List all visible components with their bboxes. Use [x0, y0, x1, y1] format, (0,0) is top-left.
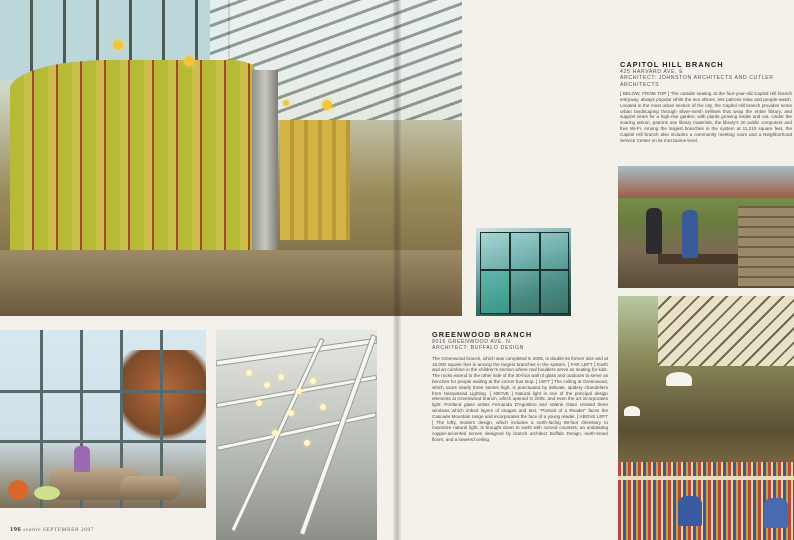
capitol-hill-patio-photo: [618, 166, 794, 288]
window-mullion: [40, 330, 43, 508]
pendant-lamp: [322, 100, 332, 110]
shelf-edge: [618, 476, 794, 480]
capitol-hill-architect: ARCHITECT: JOHNSTON ARCHITECTS AND CUTLER ARCHITECTS: [620, 75, 774, 88]
patron-at-computer: [764, 498, 788, 528]
chandelier-ceiling-photo: [216, 330, 377, 540]
magazine-name: seattle: [23, 527, 41, 533]
capitol-hill-address: 425 HARVARD AVE. E: [620, 69, 684, 75]
chandelier-bulb: [320, 404, 326, 410]
atrium-skylight: [658, 296, 794, 366]
brick-building: [618, 166, 794, 198]
pendant-lamp: [624, 406, 640, 416]
glass-pane: [480, 270, 510, 314]
window-mullion: [0, 390, 206, 393]
glass-pane: [510, 270, 540, 314]
green-stool: [34, 486, 60, 500]
ceiling-truss: [217, 339, 377, 365]
bench: [658, 254, 738, 264]
patron-at-computer: [678, 496, 702, 526]
stone-column: [252, 70, 278, 255]
issue-date: SEPTEMBER 2007: [42, 527, 95, 533]
chandelier-bulb: [256, 400, 262, 406]
greenwood-architect: ARCHITECT: BUFFALO DESIGN: [432, 345, 524, 352]
greenwood-address: 8016 GREENWOOD AVE. N: [432, 339, 511, 345]
seated-patron: [646, 208, 662, 254]
window-mullion: [0, 440, 206, 443]
pendant-lamp: [666, 372, 692, 386]
pendant-lamp: [113, 40, 123, 50]
greenwood-title: GREENWOOD BRANCH: [432, 330, 533, 339]
chandelier-bulb: [272, 430, 278, 436]
capitol-hill-title: CAPITOL HILL BRANCH: [620, 60, 724, 69]
childrens-section-photo: [0, 330, 206, 508]
chandelier-bulb: [296, 388, 302, 394]
chandelier-bulb: [278, 374, 284, 380]
pendant-lamp: [184, 56, 194, 66]
page-folio: [10, 526, 94, 533]
portrait-glass-window-photo: [476, 228, 571, 316]
ceiling-beam: [232, 339, 323, 531]
tree: [120, 350, 206, 450]
orange-stool: [8, 480, 28, 500]
capitol-hill-body: [ BELOW, FROM TOP ] The outside seating at the four-year-old Capitol Hill branch entryway, always popular while the sun shines, lets patrons relax and people-watch. Located in the most urban section of the city, the Capitol Hill branch provides some urban landscaping through sliver-mesh trellises that wrap the entire library, and support vines for a high-rise garden, with plants growing inside and out. Under the soaring atrium, patrons use library materials, the library's 20 public computers and free Wi-Fi. Among the largest branches in the system at 11,210 square feet, the Capitol Hill branch also includes a community meeting room and a Neighborhood Service Center on its mezzanine level.: [620, 91, 792, 143]
capitol-hill-atrium-photo: [618, 296, 794, 540]
page-gutter: [393, 0, 401, 540]
curved-screen: [280, 120, 350, 240]
page-number: 196: [10, 526, 22, 533]
wood-fence: [738, 206, 794, 286]
chandelier-bulb: [304, 440, 310, 446]
greenwood-body: The Greenwood branch, which was completed in 2005, is double its former size and at 15,000 square feet is among the largest branches in the system. [ FAR LEFT ] Earth and air combine in the children's section where real boulders serve as seating for kids. The rocks extend to the other side of the 30-foot wall of glass and outdoors to serve as benches for people waiting at the corner bus stop. [ LEFT ] The ceiling at Greenwood, which soars nearly three stories high, is punctuated by delicate, spidery chandeliers from Hampstead Lighting. [ ABOVE ] Natural light is one of the principal design elements at Greenwood branch, which opened in 2005, and even the art incorporates light: Portland glass artists Fernanda D'Agostino and Valerie Otani created three windows which imbed layers of images and text, "Portrait of a Reader" faces the Cascade Mountain range and incorporates the face of a young reader. [ ABOVE LEFT ] The lofty, modern design, which includes a north-facing 68-foot clerestory to maximize natural light, is brought down to earth with curved counters, an undulating copper-accented screen designed by branch architect Buffalo Design, earth-toned floors, and a lowered ceiling.: [432, 355, 608, 442]
chandelier-bulb: [264, 382, 270, 388]
child-reading: [74, 446, 90, 472]
chandelier-bulb: [288, 410, 294, 416]
glass-pane: [480, 232, 510, 270]
pendant-lamp: [283, 100, 289, 106]
capitol-hill-article: [620, 60, 792, 143]
greenwood-article: [432, 330, 608, 443]
seated-patron: [682, 210, 698, 258]
glass-pane: [510, 232, 540, 270]
glass-pane: [540, 270, 569, 314]
boulder-seat: [120, 476, 180, 500]
glass-pane: [540, 232, 569, 270]
chandelier-bulb: [310, 378, 316, 384]
chandelier-bulb: [246, 370, 252, 376]
ceiling-truss: [217, 413, 375, 449]
